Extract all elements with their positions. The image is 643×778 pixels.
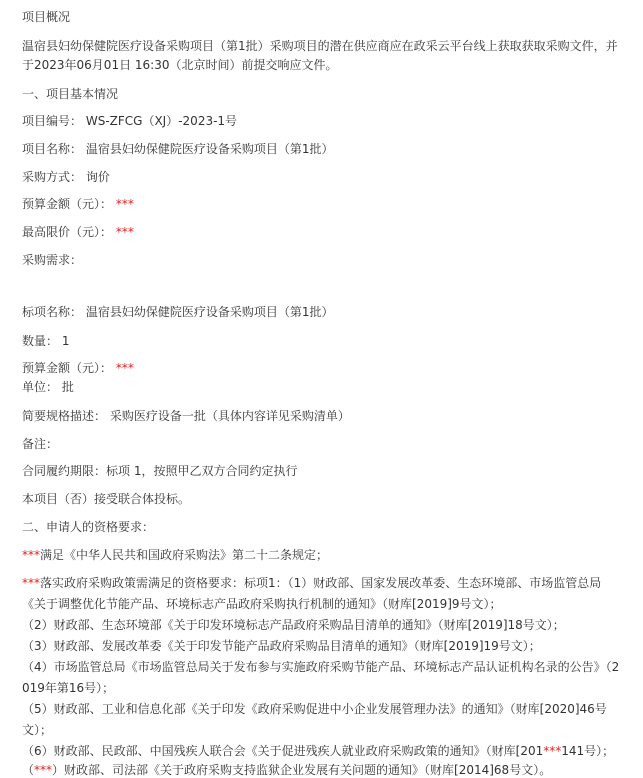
unit-value: 批 [61,380,74,394]
requirement-1-text: 满足《中华人民共和国政府采购法》第二十二条规定； [40,548,329,562]
project-number-label: 项目编号： [22,114,83,128]
consortium-note: 本项目（否）接受联合体投标。 [22,492,191,506]
policy-item-6-mask: *** [543,744,562,758]
contract-term: 合同履约期限：标项 1，按照甲乙双方合同约定执行 [22,464,298,478]
budget-label: 预算金额（元）： [22,197,113,211]
quantity-label: 数量： [22,334,59,348]
unit-label: 单位： [22,380,59,394]
procurement-method-label: 采购方式： [22,170,83,184]
policy-item-6 [22,743,614,759]
policy-item-6-text: （6）财政部、民政部、中国残疾人联合会《关于促进残疾人就业政府采购政策的通知》（财库[201 [22,744,544,758]
quantity-value: 1 [61,334,70,348]
overview-text-line2: 于2023年06月01日 16:30（北京时间）前提交响应文件。 [22,58,338,72]
max-price-value: *** [115,225,134,239]
unit-row [22,379,74,395]
project-name-value: 温宿县妇幼保健院医疗设备采购项目（第1批） [85,142,334,156]
demand-label: 采购需求： [22,253,83,267]
lot-name-label: 标项名称： [22,305,83,319]
section2-heading: 二、申请人的资格要求： [22,520,155,534]
policy-item-3: （3）财政部、发展改革委《关于印发节能产品政府采购品目清单的通知》（财库[2019]19号文）； [22,639,541,653]
requirement-2-line2: 《关于调整优化节能产品、环境标志产品政府采购执行机制的通知》（财库[2019]9号文）； [22,597,502,611]
project-number-row [22,113,237,129]
remark-label: 备注： [22,437,59,451]
requirement-2-line1 [22,575,601,591]
lot-name-value: 温宿县妇幼保健院医疗设备采购项目（第1批） [85,305,334,319]
procurement-method-row [22,169,110,185]
spec-row [22,408,350,424]
lot-name-row [22,304,333,320]
requirement-1-mask: *** [22,548,40,562]
project-number-value: WS-ZFCG（XJ）-2023-1号 [85,114,238,128]
quantity-row [22,333,69,349]
policy-item-6-suffix: 141号）； [561,744,615,758]
project-name-label: 项目名称： [22,142,83,156]
max-price-label: 最高限价（元）： [22,225,113,239]
section1-heading: 一、项目基本情况 [22,87,119,101]
policy-item-7-prefix: （ [22,763,35,777]
spec-value: 采购医疗设备一批（具体内容详见采购清单） [109,409,350,423]
policy-item-7-text: ）财政部、司法部《关于政府采购支持监狱企业发展有关问题的通知》（财库[2014]68号文）。 [52,763,552,777]
policy-item-7-mask: *** [34,763,53,777]
lot-budget-row [22,360,134,376]
requirement-2-text: 落实政府采购政策需满足的资格要求：标项1：（1）财政部、国家发展改革委、生态环境部、市场监管总局 [40,576,602,590]
policy-item-2: （2）财政部、生态环境部《关于印发环境标志产品政府采购品目清单的通知》（财库[2019]18号文）； [22,618,565,632]
requirement-1 [22,547,328,563]
policy-item-4-line2: 019年第16号）； [22,681,115,695]
max-price-row [22,224,134,240]
requirement-2-mask: *** [22,576,40,590]
overview-heading: 项目概况 [22,10,71,24]
budget-value: *** [115,197,134,211]
budget-row [22,196,134,212]
policy-item-5-line1: （5）财政部、工业和信息化部《关于印发《政府采购促进中小企业发展管理办法》的通知》（财库[2020]46号 [22,702,607,716]
policy-item-7 [22,762,551,778]
overview-text-line1: 温宿县妇幼保健院医疗设备采购项目（第1批）采购项目的潜在供应商应在政采云平台线上获取获取采购文件，并 [22,39,618,53]
policy-item-5-line2: 文）； [22,723,53,737]
spec-label: 简要规格描述： [22,409,107,423]
lot-budget-label: 预算金额（元）： [22,361,113,375]
lot-budget-value: *** [115,361,134,375]
policy-item-4-line1: （4）市场监管总局《市场监管总局关于发布参与实施政府采购节能产品、环境标志产品认证机构名录的公告》（2 [22,660,620,674]
procurement-method-value: 询价 [85,170,110,184]
project-name-row [22,141,333,157]
